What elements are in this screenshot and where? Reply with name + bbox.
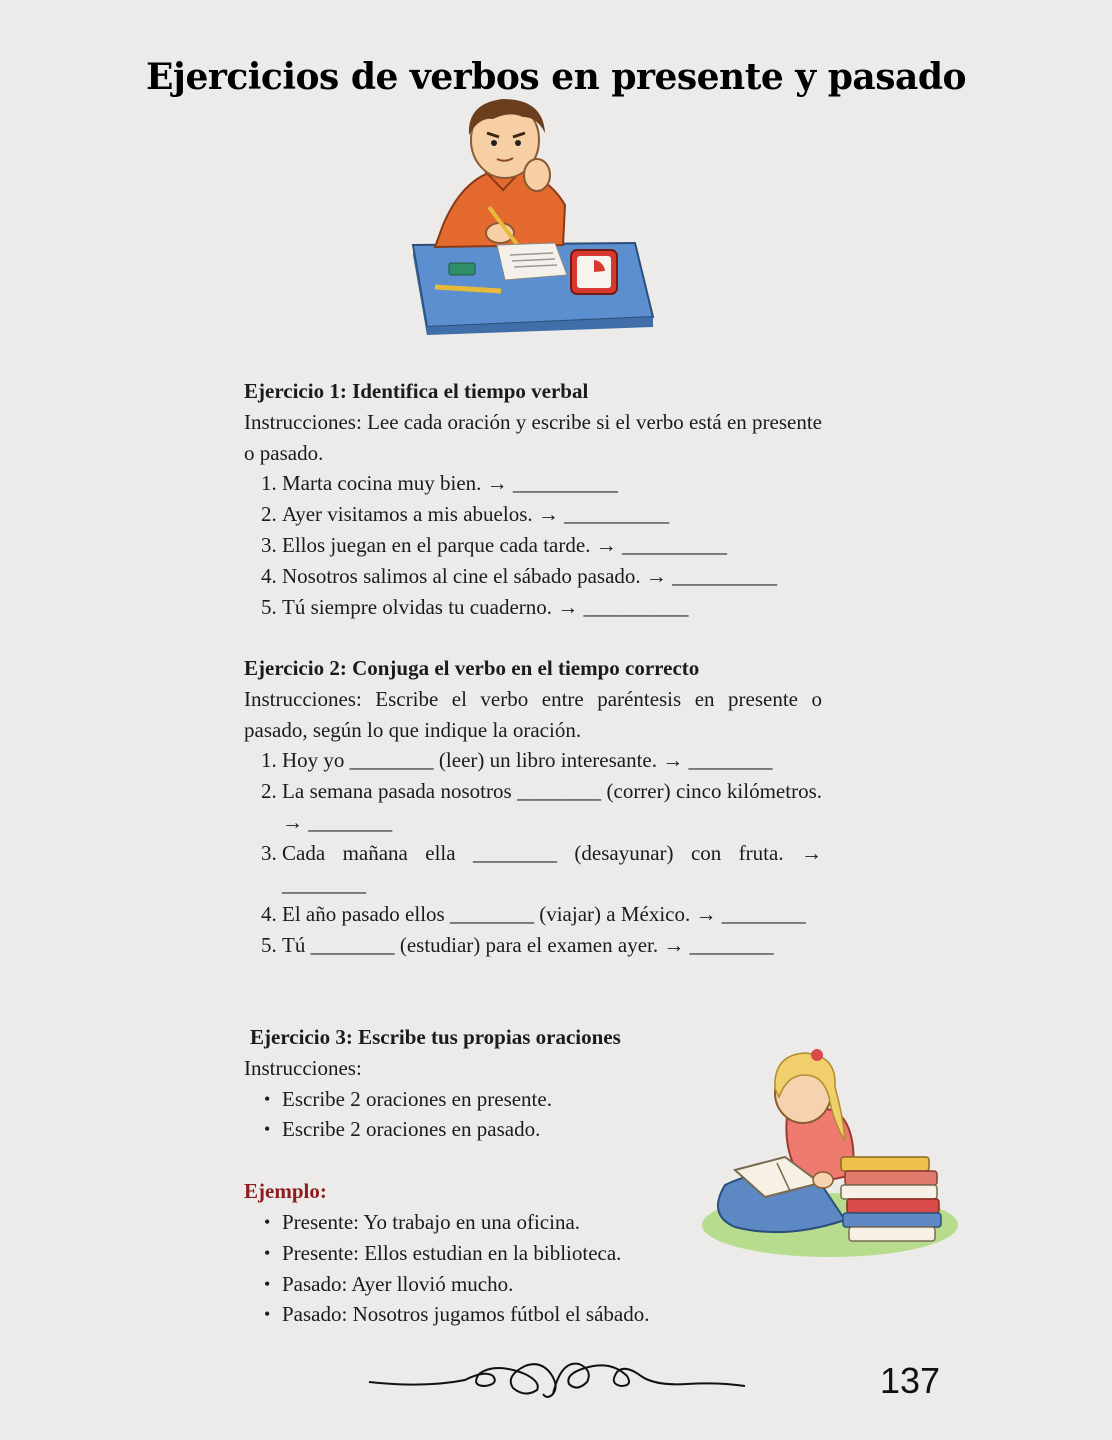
list-item: • Presente: Ellos estudian en la biblioteca.: [264, 1240, 622, 1265]
page-number: 137: [880, 1360, 941, 1401]
flourish-divider: [365, 1352, 750, 1402]
exercise-1-list: [244, 468, 822, 622]
list-item: 2. La semana pasada nosotros ________ (correr) cinco kilómetros. → ________: [261, 779, 822, 834]
list-item: • Presente: Yo trabajo en una oficina.: [264, 1209, 581, 1234]
list-item: 2. Ayer visitamos a mis abuelos. → __________: [261, 502, 670, 527]
exercise-2-list: [244, 745, 822, 961]
exercise-1-heading: Ejercicio 1: Identifica el tiempo verbal: [244, 379, 589, 403]
list-item: • Pasado: Nosotros jugamos fútbol el sábado.: [264, 1302, 650, 1327]
exercise-3-heading: Ejercicio 3: Escribe tus propias oraciones: [250, 1025, 621, 1049]
list-item: 4. Nosotros salimos al cine el sábado pasado. → __________: [261, 563, 778, 588]
page-title: Ejercicios de verbos en presente y pasado: [145, 56, 966, 98]
exercise-3-instructions: Instrucciones:: [244, 1055, 362, 1080]
exercise-1: [244, 376, 822, 622]
list-item: 1. Hoy yo ________ (leer) un libro interesante. → ________: [261, 748, 773, 773]
list-item: 3. Ellos juegan en el parque cada tarde. → __________: [261, 532, 727, 557]
girl-reading-illustration: [695, 1045, 970, 1260]
exercise-2-instructions: Instrucciones: Escribe el verbo entre paréntesis en presente o pasado, según lo que indique la oración.: [244, 686, 822, 742]
list-item: • Escribe 2 oraciones en presente.: [264, 1086, 552, 1111]
exercise-2: [244, 653, 822, 961]
exercise-1-instructions: Instrucciones: Lee cada oración y escribe si el verbo está en presente o pasado.: [244, 409, 822, 465]
list-item: • Pasado: Ayer llovió mucho.: [264, 1271, 514, 1296]
boy-studying-illustration: [405, 95, 665, 345]
list-item: • Escribe 2 oraciones en pasado.: [264, 1117, 541, 1142]
list-item: 1. Marta cocina muy bien. → __________: [261, 471, 618, 496]
list-item: 5. Tú siempre olvidas tu cuaderno. → __________: [261, 594, 689, 619]
list-item: 4. El año pasado ellos ________ (viajar) a México. → ________: [261, 902, 806, 927]
list-item: 3. Cada mañana ella ________ (desayunar) con fruta. → ________: [261, 840, 822, 896]
list-item: 5. Tú ________ (estudiar) para el examen ayer. → ________: [261, 933, 774, 958]
exercise-2-heading: Ejercicio 2: Conjuga el verbo en el tiempo correcto: [244, 656, 700, 680]
example-label: Ejemplo:: [244, 1179, 327, 1204]
